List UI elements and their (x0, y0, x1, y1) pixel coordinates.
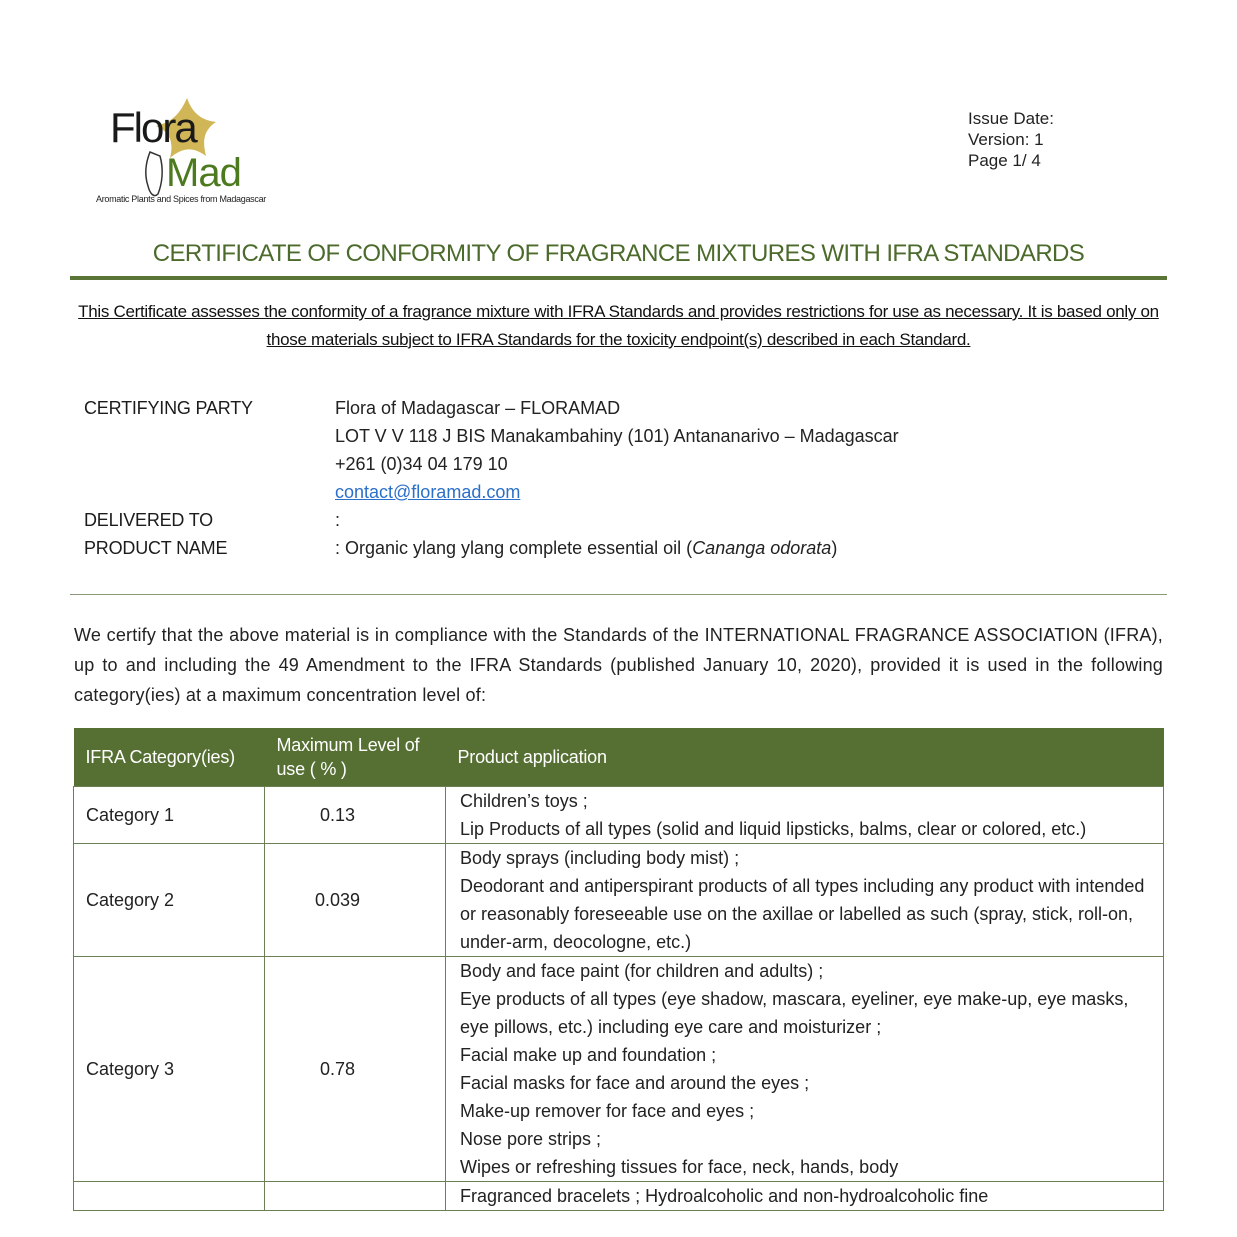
category-cell: Category 2 (74, 844, 265, 957)
delivered-to-label: DELIVERED TO (84, 510, 213, 530)
page-number: Page 1/ 4 (968, 151, 1041, 170)
max-level-cell: 0.78 (265, 957, 446, 1182)
product-latin-name: Cananga odorata (692, 538, 832, 558)
application-item: Children’s toys ; (460, 791, 588, 811)
version: Version: 1 (968, 130, 1044, 149)
header-product-application: Product application (446, 728, 1164, 787)
table-row (74, 844, 1164, 957)
header-max-level: Maximum Level of use ( % ) (265, 728, 446, 787)
application-item: Fragranced bracelets ; Hydroalcoholic and non-hydroalcoholic fine (460, 1186, 989, 1206)
delivered-to-value: : (335, 510, 341, 530)
product-application-cell (446, 787, 1164, 844)
table-body (74, 787, 1164, 1211)
product-name-text: : Organic ylang ylang complete essential oil ( (335, 538, 693, 558)
max-level-cell (265, 1182, 446, 1211)
application-item: Deodorant and antiperspirant products of all types including any product with intended or reasonably foreseeable use on the axillae or labelled as such (spray, stick, roll-on, under-arm, deocologne, etc.) (460, 876, 1145, 952)
application-item: Nose pore strips ; (460, 1129, 602, 1149)
title-divider (70, 276, 1167, 280)
application-item: Eye products of all types (eye shadow, mascara, eyeliner, eye make-up, eye masks, eye pillows, etc.) including eye care and moisturizer ; (460, 989, 1129, 1037)
application-item: Facial make up and foundation ; (460, 1045, 717, 1065)
application-item: Body sprays (including body mist) ; (460, 848, 740, 868)
certification-statement: We certify that the above material is in compliance with the Standards of the INTERNATIONAL FRAGRANCE ASSOCIATION (IFRA), up to and including the 49 Amendment to the IFRA Standards (published January 10, 2020), provided it is used in the following category(ies) at a maximum concentration level of: (74, 625, 1163, 705)
product-application-cell (446, 844, 1164, 957)
company-phone: +261 (0)34 04 179 10 (335, 454, 508, 474)
application-item: Wipes or refreshing tissues for face, neck, hands, body (460, 1157, 899, 1177)
application-item: Make-up remover for face and eyes ; (460, 1101, 755, 1121)
product-name-label: PRODUCT NAME (84, 538, 228, 558)
category-cell: Category 1 (74, 787, 265, 844)
table-row (74, 957, 1164, 1182)
ifra-category-table (73, 728, 1164, 1211)
company-address: LOT V V 118 J BIS Manakambahiny (101) Antananarivo – Madagascar (335, 426, 899, 446)
application-item: Body and face paint (for children and adults) ; (460, 961, 824, 981)
application-item: Lip Products of all types (solid and liquid lipsticks, balms, clear or colored, etc.) (460, 819, 1087, 839)
product-application-cell (446, 957, 1164, 1182)
logo-word-mad: Mad (166, 151, 241, 195)
product-application-cell (446, 1182, 1164, 1211)
logo-word-flora: Flora (110, 104, 196, 151)
issue-date: Issue Date: (968, 109, 1054, 128)
madagascar-outline (146, 152, 162, 196)
certifying-party-label: CERTIFYING PARTY (84, 398, 253, 418)
table-header-row (74, 728, 1164, 787)
company-name: Flora of Madagascar – FLORAMAD (335, 398, 621, 418)
category-cell: Category 3 (74, 957, 265, 1182)
company-email-link[interactable]: contact@floramad.com (335, 482, 521, 502)
intro-statement: This Certificate assesses the conformity of a fragrance mixture with IFRA Standards and provides restrictions for use as necessary. It is based only on those materials subject to IFRA Standards for the toxicity endpoint(s) described in each Standard. (78, 302, 1159, 349)
section-divider (70, 594, 1167, 595)
product-name-close: ) (831, 538, 838, 558)
document-meta (968, 108, 1054, 171)
logo-caption: Aromatic Plants and Spices from Madagascar (96, 194, 266, 204)
category-cell (74, 1182, 265, 1211)
table-row (74, 787, 1164, 844)
floramad-logo (92, 90, 267, 210)
max-level-cell: 0.13 (265, 787, 446, 844)
max-level-cell: 0.039 (265, 844, 446, 957)
document-title: CERTIFICATE OF CONFORMITY OF FRAGRANCE MIXTURES WITH IFRA STANDARDS (152, 240, 1085, 267)
product-name-value (335, 534, 837, 562)
table-row (74, 1182, 1164, 1211)
header-category: IFRA Category(ies) (74, 728, 265, 787)
application-item: Facial masks for face and around the eyes ; (460, 1073, 810, 1093)
